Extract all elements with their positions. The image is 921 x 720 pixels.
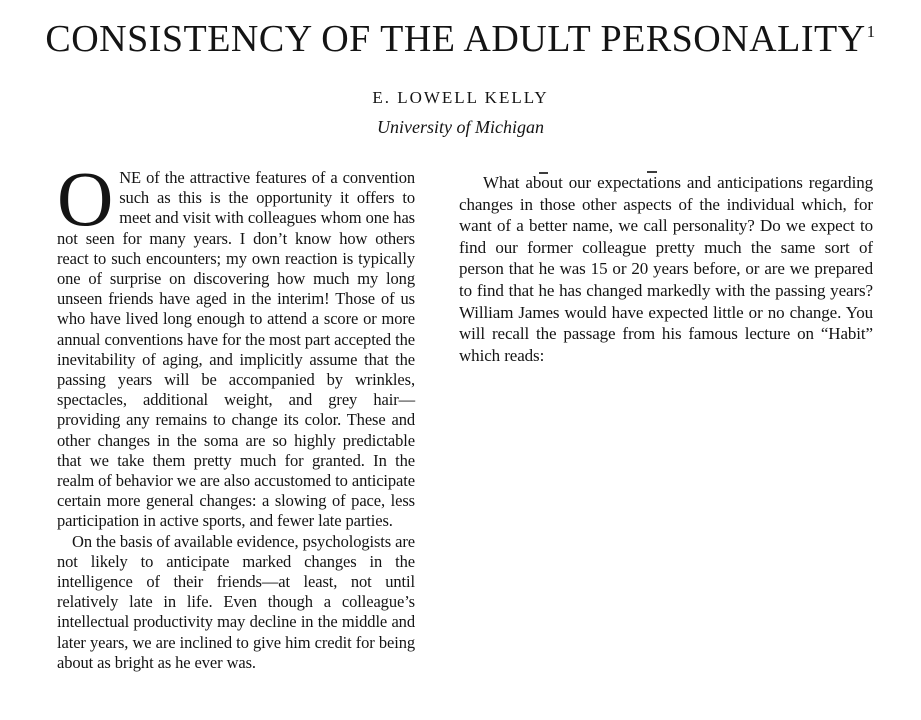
drop-cap: O	[57, 155, 114, 242]
opening-paragraph-text: NE of the attractive features of a convention such as this is the opportunity it offers to meet and visit with colleagues whom one has not seen for many years. I don’t know how others react to such encounters; my own reaction is typically one of surprise on discovering how much my long unseen friends have aged in the interim! Those of us who have lived long enough to attend a score or more annual conventions have for the most part accepted the inevitability of aging, and implicitly assume that the passing years will be accompanied by wrinkles, spectacles, additional weight, and grey hair—providing any remains to change its color. These and other changes in the soma are so highly predictable that we take them pretty much for granted. In the realm of behavior we are also accustomed to anticipate certain more general changes: a slowing of pace, less participation in active sports, and fewer late parties.	[57, 168, 415, 531]
footnote-marker: 1	[866, 22, 876, 42]
right-paragraph: What about our expectations and anticipations regarding changes in those other aspects of the individual which, for want of a better name, we call personality? Do we expect to find our former colleague pretty much the same sort of person that he was 15 or 20 years before, or are we prepared to find that he has changed markedly with the passing years? William James would have expected little or no change. You will recall the passage from his famous lecture on “Habit” which reads:	[459, 173, 873, 365]
author-name: E. LOWELL KELLY	[372, 88, 549, 107]
opening-paragraph	[57, 155, 415, 532]
right-column	[459, 172, 873, 366]
article-title-text: CONSISTENCY OF THE ADULT PERSONALITY	[45, 18, 866, 60]
second-paragraph: On the basis of available evidence, psychologists are not likely to anticipate marked changes in the intelligence of their friends—at least, not until relatively late in life. Even though a colleague’s intellectual productivity may decline in the middle and later years, we are inclined to give him credit for being about as bright as he ever was.	[57, 531, 415, 672]
author-affiliation: University of Michigan	[377, 117, 544, 137]
left-column	[57, 155, 415, 673]
article-title	[0, 20, 921, 58]
